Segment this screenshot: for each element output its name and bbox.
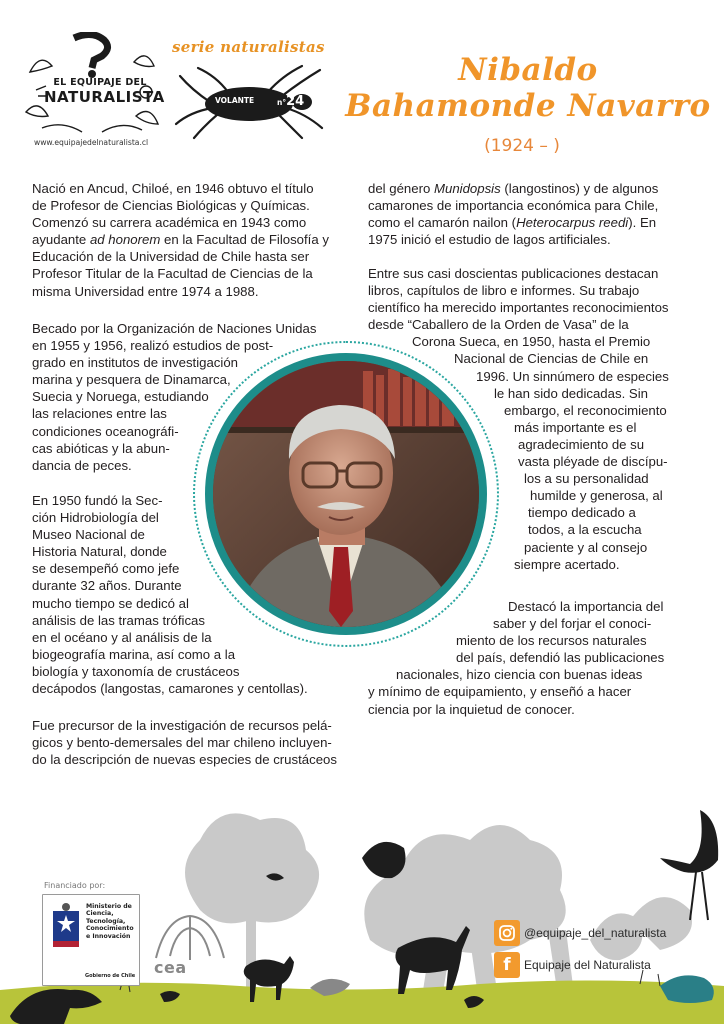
text-line: Becado por la Organización de Naciones Unidas [32,321,317,336]
ministry-line: Ministerio de [86,903,132,910]
portrait-illustration [213,361,479,627]
government-label: Gobierno de Chile [85,973,136,979]
text-line: marina y pesquera de Dinamarca, [32,372,231,388]
text-run: del género [368,181,434,196]
ministry-line: Conocimiento [86,925,134,933]
text-line: Nacional de Ciencias de Chile en [454,351,649,367]
text-line: los a su personalidad [524,471,649,487]
text-line: todos, a la escucha [528,522,642,538]
cea-logo [146,908,232,984]
text-line: Entre sus casi doscientas publicaciones destacan [368,266,659,281]
text-run: en la Facultad de Filosofía y [160,232,329,248]
facebook-link[interactable] [494,952,651,978]
text-line: siempre acertado. [514,556,620,572]
logo-url[interactable]: www.equipajedelnaturalista.cl [34,138,149,147]
text-line: tiempo dedicado a [528,505,636,521]
text-line: las relaciones entre las [32,406,167,422]
name-line1: Nibaldo [458,52,598,88]
text-line: En 1950 fundó la Sec- [32,493,163,508]
volante-number-prefix: n° [277,98,287,107]
logo-title [44,77,165,106]
logo-title-line2: NATURALISTA [44,87,165,106]
left-paragraph-4 [32,717,337,768]
text-run: ). En [628,215,657,231]
text-line: en 1955 y 1956, realizó estudios de post- [32,338,274,354]
text-line: le han sido dedicadas. Sin [494,385,648,401]
text-italic: Heterocarpus reedi [516,215,629,231]
text-line: más importante es el [514,419,637,435]
text-line: libros, capítulos de libro e informes. Su trabajo [368,283,640,299]
text-line: Educación de la Universidad de Chile hasta ser [32,249,310,265]
text-line: condiciones oceanográfi- [32,423,179,439]
ministry-name [86,903,134,940]
text-line: dancia de peces. [32,457,132,473]
text-line: y mínimo de equipamiento, y enseñó a hacer [368,684,632,700]
text-line: Suecia y Noruega, estudiando [32,389,209,405]
text-run: como el camarón nailon ( [368,215,517,231]
text-line: mucho tiempo se dedicó al [32,595,189,611]
logo-title-line1: EL EQUIPAJE DEL [53,77,147,88]
text-line [368,214,658,231]
years: (1924 – ) [484,136,560,156]
text-line: do la descripción de nuevas especies de crustáceos [32,752,337,768]
text-line: nacionales, hizo ciencia con buenas ideas [396,667,643,683]
series-title: serie naturalistas [172,38,325,56]
text-line: vasta pléyade de discípu- [518,454,668,470]
text-line: paciente y al consejo [524,539,648,555]
text-line [368,180,658,197]
text-line: biología y taxonomía de crustáceos [32,663,240,679]
right-paragraph-1 [368,180,658,248]
name-line2: Bahamonde Navarro [345,88,711,124]
text-line: gicos y bento-demersales del mar chileno incluyen- [32,735,332,751]
text-line: del país, defendió las publicaciones [456,650,665,666]
text-line: Nació en Ancud, Chiloé, en 1946 obtuvo el título [32,181,314,196]
volante-number [277,94,304,109]
text-line: biogeografía marina, así como a la [32,646,236,662]
text-line: científico ha merecido importantes reconocimientos [368,300,669,316]
text-line: Museo Nacional de [32,527,145,543]
page-title [338,52,718,124]
text-italic: ad honorem [89,232,161,248]
volante-number-value: 24 [286,94,305,109]
text-line: Historia Natural, donde [32,544,167,560]
text-line: Profesor Titular de la Facultad de Ciencias de la [32,266,313,282]
text-line: agradecimiento de su [518,436,645,452]
text-line: 1996. Un sinnúmero de especies [476,368,669,384]
text-line: camarones de importancia económica para Chile, [368,198,659,214]
facebook-icon: f [494,952,520,978]
text-italic: Munidopsis [434,181,501,196]
text-line [32,231,329,248]
portrait-photo [205,353,487,635]
ministry-line: e Innovación [86,932,131,940]
text-line: misma Universidad entre 1974 a 1988. [32,283,259,299]
text-line: se desempeñó como jefe [32,561,180,577]
instagram-icon [494,920,520,946]
text-run: (langostinos) y de algunos [500,181,659,196]
logo [22,32,165,142]
text-line: ciencia por la inquietud de conocer. [368,701,575,717]
text-line: durante 32 años. Durante [32,578,182,594]
text-line: grado en institutos de investigación [32,355,239,371]
cea-text: cea [154,958,187,977]
instagram-handle: @equipaje_del_naturalista [524,926,667,940]
ministry-line: Ciencia, [86,910,114,918]
facebook-page: Equipaje del Naturalista [524,958,651,972]
text-line: cas abióticas y la abun- [32,440,170,456]
text-line: decápodos (langostas, camarones y centollas). [32,681,308,697]
text-line: Destacó la importancia del [508,599,664,614]
text-line: Comenzó su carrera académica en 1943 como [32,215,307,231]
ministry-line: Tecnología, [86,917,126,925]
text-line: análisis de las tramas tróficas [32,612,205,628]
volante-label: VOLANTE [215,96,255,105]
text-line: 1975 inició el estudio de lagos artificiales. [368,232,611,248]
text-line: en el océano y al análisis de la [32,629,212,645]
text-line: desde “Caballero de la Orden de Vasa” de la [368,317,629,333]
text-line: miento de los recursos naturales [456,633,647,649]
text-line: saber y del forjar el conoci- [493,616,652,632]
text-line: humilde y generosa, al [530,488,663,504]
instagram-link[interactable] [494,920,666,946]
government-logo [42,894,140,986]
left-paragraph-1 [32,180,329,300]
text-line: Fue precursor de la investigación de recursos pelá- [32,718,332,733]
text-run: ayudante [32,232,90,248]
text-line: embargo, el reconocimiento [504,402,667,418]
coat-of-arms-icon [49,901,83,957]
text-line: Corona Sueca, en 1950, hasta el Premio [412,334,651,350]
text-line: ción Hidrobiología del [32,510,159,526]
text-line: de Profesor de Ciencias Biológicas y Químicas. [32,198,310,214]
funded-by-label: Financiado por: [44,881,106,890]
